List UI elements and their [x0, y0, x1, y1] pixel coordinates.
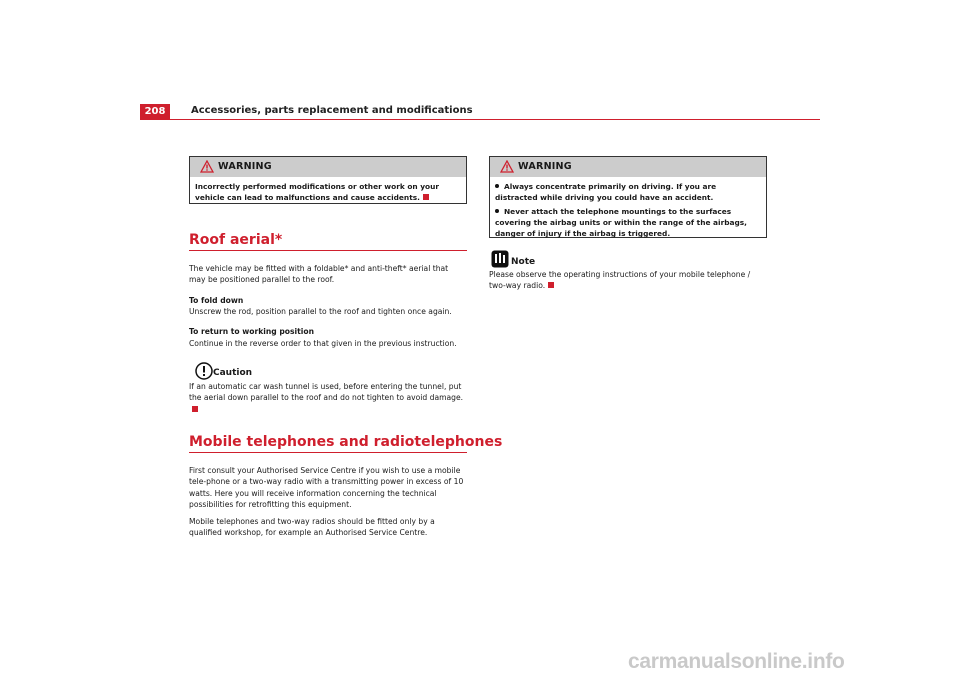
watermark-logo: carmanualsonline.info — [628, 650, 845, 673]
header-divider — [140, 119, 820, 120]
warning-box-modifications — [189, 156, 467, 204]
mobile-para-2: Mobile telephones and two-way radios should be fitted only by a qualified workshop, for example an Authorised Service Centre. — [189, 517, 435, 538]
caution-icon — [194, 361, 214, 381]
note-text-content: Please observe the operating instructions of your mobile telephone / two-way radio. — [489, 270, 751, 291]
warning-label: WARNING — [218, 161, 272, 172]
warning-bullet-1 — [495, 181, 761, 203]
roof-intro-text: The vehicle may be fitted with a foldable* and anti-theft* aerial that may be positioned parallel to the roof. — [189, 264, 449, 285]
warning-box-telephone — [489, 156, 767, 238]
info-note-icon — [491, 250, 509, 268]
end-mark-icon — [423, 194, 429, 200]
note-heading — [489, 250, 767, 270]
warning-text-content: Incorrectly performed modifications or other work on your vehicle can lead to malfunctions and cause accidents. — [195, 182, 440, 202]
warning-triangle-icon — [500, 160, 514, 173]
return-position-text: Continue in the reverse order to that given in the previous instruction. — [189, 339, 457, 348]
note-label: Note — [511, 257, 536, 267]
return-position-heading: To return to working position — [189, 327, 314, 336]
bullet-icon — [495, 209, 499, 213]
warning-bullet-text: Always concentrate primarily on driving. If you are distracted while driving you could have an accident. — [495, 182, 717, 202]
page-number: 208 — [140, 104, 170, 119]
caution-text-content: If an automatic car wash tunnel is used, before entering the tunnel, put the aerial down parallel to the roof and do not tighten to avoid damage. — [189, 382, 464, 403]
caution-text — [189, 381, 467, 415]
section-title-mobile-telephones: Mobile telephones and radiotelephones — [189, 434, 503, 450]
page-header-title: Accessories, parts replacement and modifications — [191, 105, 473, 116]
note-text — [489, 269, 767, 292]
warning-bullet-2 — [495, 206, 761, 239]
fold-down-heading: To fold down — [189, 296, 244, 305]
section-divider — [189, 452, 467, 453]
warning-bullet-text: Never attach the telephone mountings to the surfaces covering the airbag units or within the range of the airbags, danger of injury if the airbag is triggered. — [495, 207, 747, 238]
mobile-para-1: First consult your Authorised Service Centre if you wish to use a mobile tele-phone or a two-way radio with a transmitting power in excess of 10 watts. Here you will receive information concerning the technical possibilities for retrofitting this equipment. — [189, 466, 464, 510]
end-mark-icon — [548, 282, 554, 288]
warning-text — [195, 181, 461, 203]
warning-triangle-icon — [200, 160, 214, 173]
section-divider — [189, 250, 467, 251]
caution-label: Caution — [213, 368, 253, 378]
warning-header — [490, 157, 766, 177]
warning-header — [190, 157, 466, 177]
section-title-roof-aerial: Roof aerial* — [189, 232, 283, 248]
warning-label: WARNING — [518, 161, 572, 172]
end-mark-icon — [192, 406, 198, 412]
bullet-icon — [495, 184, 499, 188]
fold-down-text: Unscrew the rod, position parallel to the roof and tighten once again. — [189, 307, 452, 316]
caution-heading — [189, 361, 467, 381]
